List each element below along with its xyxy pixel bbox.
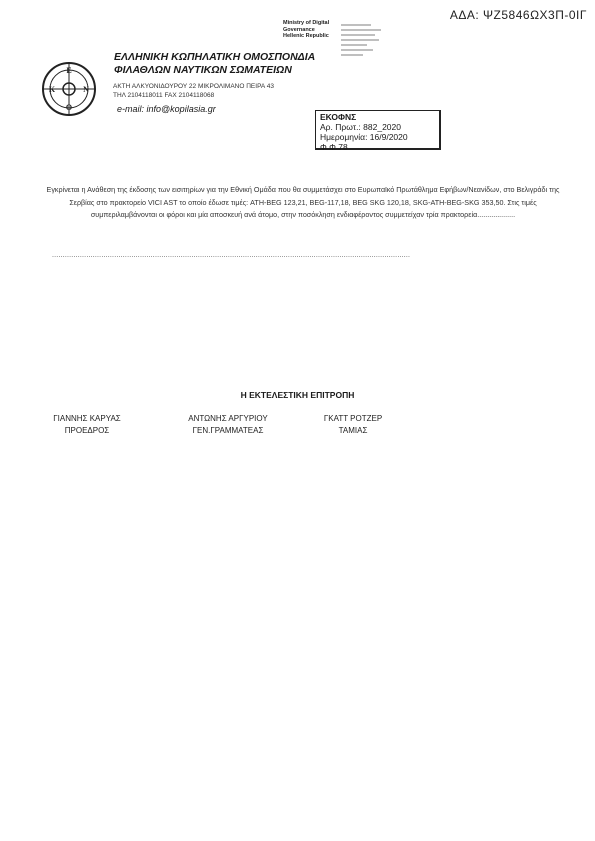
email-link[interactable]: info@kopilasia.gr (146, 104, 216, 114)
signatory-role: ΤΑΜΙΑΣ (338, 426, 368, 435)
protocol-classification: ΕΚΟΦΝΣ (320, 112, 357, 122)
federation-email-line (117, 104, 216, 114)
signatory-name: ΓΙΑΝΝΗΣ ΚΑΡΥΑΣ (53, 414, 121, 423)
federation-name (114, 51, 315, 77)
ministry-stamp-text: Ministry of Digital Governance Hellenic Republic (283, 20, 330, 40)
protocol-box (315, 110, 441, 150)
protocol-file: Φ Φ 78 (320, 142, 348, 152)
protocol-date: Ημερομηνία: 16/9/2020 (320, 132, 408, 142)
committee-title: Η ΕΚΤΕΛΕΣΤΙΚΗ ΕΠΙΤΡΟΠΗ (240, 390, 355, 400)
federation-name-line1: ΕΛΛΗΝΙΚΗ ΚΩΠΗΛΑΤΙΚΗ ΟΜΟΣΠΟΝΔΙΑ (114, 51, 316, 63)
decision-paragraph: Εγκρίνεται η Ανάθεση της έκδοσης των εισιτηρίων για την Εθνική Ομάδα που θα συμμετάσχει στο Ευρωπαϊκό Πρωτάθλημα Εφήβων/Νεανίδων, στο Βελιγράδι της Σερβίας στο πρακτορείο VICI AST το οποίο έδωσε τιμές: ATH-BEG 123,21, BEG-117,18, BEG SKG 120,18, SKG-ATH-BEG-SKG 353,50. Στις τιμές συμπεριλαμβάνονται οι φόροι και μία αποσκευή ανά άτομο, στην ποσόκληση ενδιαφέροντος συμμετείχαν τρία πρακτορεία................... (46, 185, 560, 219)
signatory-role: ΓΕΝ.ΓΡΑΜΜΑΤΕΑΣ (192, 426, 264, 435)
signatory-treasurer (283, 413, 423, 437)
federation-logo-icon (41, 61, 97, 117)
federation-address: ΑΚΤΗ ΑΛΚΥΟΝΙΔΟΥΡΟΥ 22 ΜΙΚΡΟΛΙΜΑΝΟ ΠΕΙΡΑ 43 (113, 83, 274, 90)
federation-name-line2: ΦΙΛΑΘΛΩΝ ΝΑΥΤΙΚΩΝ ΣΩΜΑΤΕΙΩΝ (114, 64, 292, 76)
signatory-name: ΑΝΤΩΝΗΣ ΑΡΓΥΡΙΟΥ (188, 414, 268, 423)
signatory-general-secretary (158, 413, 298, 437)
digital-signature-seal (339, 21, 395, 61)
federation-phones: ΤΗΛ 2104118011 FAX 2104118068 (113, 92, 215, 99)
ada-identifier: ΑΔΑ: ΨΖ5846ΩΧ3Π-0ΙΓ (449, 8, 587, 22)
signatory-role: ΠΡΟΕΔΡΟΣ (64, 426, 110, 435)
federation-contact (113, 82, 274, 100)
logo-letter-right: Ν (83, 85, 89, 94)
signatory-president (17, 413, 157, 437)
protocol-number: Αρ. Πρωτ.: 882_2020 (320, 122, 401, 132)
dotted-separator: ....................................................................................................................................................................... (52, 252, 411, 259)
signatory-name: ΓΚΑΤΤ ΡΟΤΖΕΡ (323, 414, 383, 423)
email-label: e-mail: (117, 104, 145, 114)
logo-letter-top: Ε (66, 66, 72, 75)
logo-letter-left: Κ (48, 85, 56, 94)
logo-letter-bottom: Ο (65, 103, 73, 112)
